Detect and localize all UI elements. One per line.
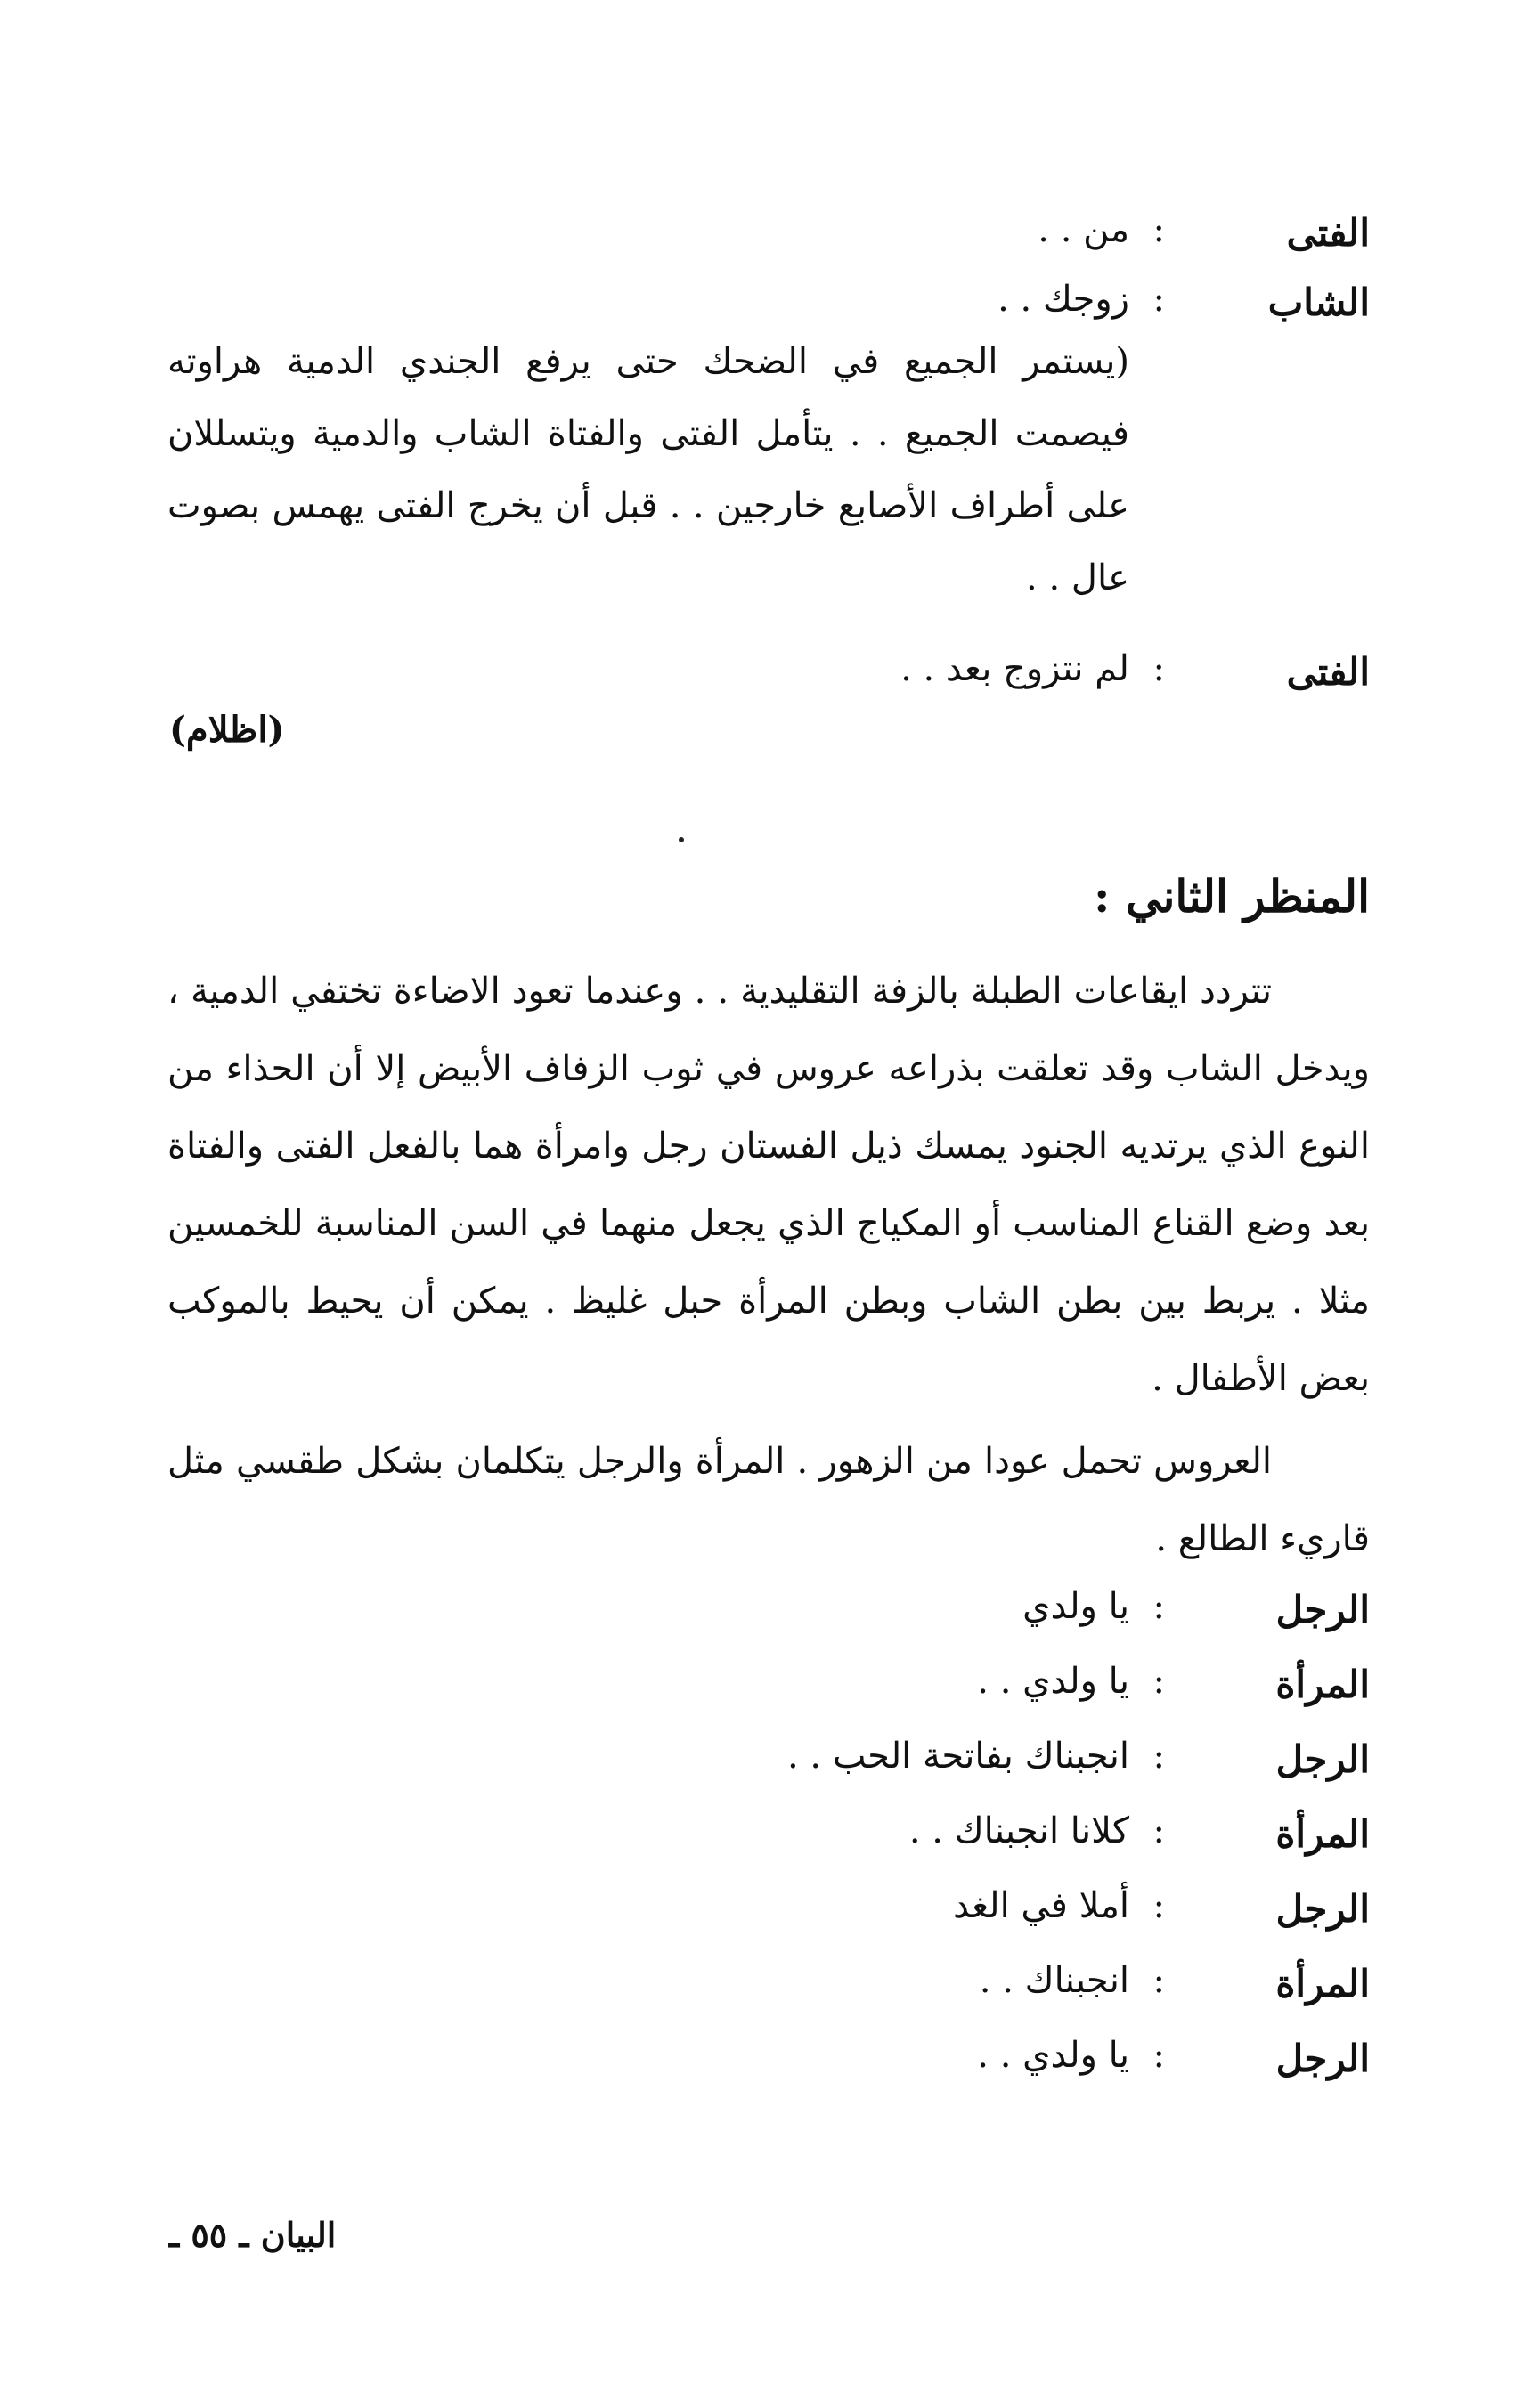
speaker-name: الفتى xyxy=(1286,650,1370,694)
speaker-name: الرجل xyxy=(1275,1588,1370,1631)
speaker-name: المرأة xyxy=(1275,1962,1370,2005)
dialogue-text: من . . xyxy=(1038,209,1129,250)
dialogue-text: كلانا انجبناك . . xyxy=(908,1810,1129,1851)
speaker-name: المرأة xyxy=(1275,1663,1370,1706)
speaker-name: الرجل xyxy=(1275,1737,1370,1781)
speaker-name: الرجل xyxy=(1275,1887,1370,1931)
speaker-name: الرجل xyxy=(1275,2037,1370,2080)
dialogue-colon: : xyxy=(1152,1810,1165,1851)
dialogue-text: لم نتزوج بعد . . xyxy=(900,648,1129,689)
ink-speck xyxy=(679,837,684,842)
dialogue-colon: : xyxy=(1152,1885,1165,1926)
dialogue-colon: : xyxy=(1152,209,1165,250)
dialogue-text: أملا في الغد xyxy=(953,1885,1129,1926)
stage-direction: (يستمر الجميع في الضحك حتى يرفع الجندي الدمية هراوته فيصمت الجميع . . يتأمل الفتى والفتاة الشاب والدمية ويتسللان على أطراف الأصابع خارجين . . قبل أن يخرج الفتى يهمس بصوت عال . . xyxy=(167,341,1129,598)
dialogue-colon: : xyxy=(1152,1960,1165,2001)
dialogue-colon: : xyxy=(1152,1586,1165,1627)
dialogue-colon: : xyxy=(1152,1661,1165,1702)
speaker-name: الفتى xyxy=(1286,211,1370,255)
dialogue-text: انجبناك بفاتحة الحب . . xyxy=(786,1736,1129,1777)
speaker-name: المرأة xyxy=(1275,1812,1370,1856)
dialogue-text: انجبناك . . xyxy=(979,1960,1129,2001)
dialogue-colon: : xyxy=(1152,1736,1165,1777)
dialogue-colon: : xyxy=(1152,2035,1165,2076)
darkness-cue: (اظلام) xyxy=(169,709,285,751)
dialogue-colon: : xyxy=(1152,648,1165,689)
dialogue-text: يا ولدي . . xyxy=(977,2035,1129,2076)
speaker-name: الشاب xyxy=(1267,281,1370,324)
page-footer: البيان ـ ٥٥ ـ xyxy=(169,2215,337,2255)
scene-description: تتردد ايقاعات الطبلة بالزفة التقليدية . . وعندما تعود الاضاءة تختفي الدمية ، ويدخل الشاب وقد تعلقت بذراعه عروس في ثوب الزفاف الأبيض إلا أن الحذاء من النوع الذي يرتديه الجنود يمسك ذيل الفستان رجل وامرأة هما بالفعل الفتى والفتاة بعد وضع القناع المناسب أو المكياج الذي يجعل منهما في السن المناسبة للخمسين مثلا . يربط بين بطن الشاب وبطن المرأة حبل غليظ . يمكن أن يحيط بالموكب بعض الأطفال . xyxy=(167,971,1370,1399)
dialogue-text: زوجك . . xyxy=(998,279,1129,320)
dialogue-text: يا ولدي . . xyxy=(977,1661,1129,1702)
scene-heading: المنظر الثاني : xyxy=(1093,870,1370,923)
scene-description: العروس تحمل عودا من الزهور . المرأة والرجل يتكلمان بشكل طقسي مثل قاريء الطالع . xyxy=(167,1441,1370,1559)
dialogue-text: يا ولدي xyxy=(1022,1586,1129,1627)
dialogue-colon: : xyxy=(1152,279,1165,320)
